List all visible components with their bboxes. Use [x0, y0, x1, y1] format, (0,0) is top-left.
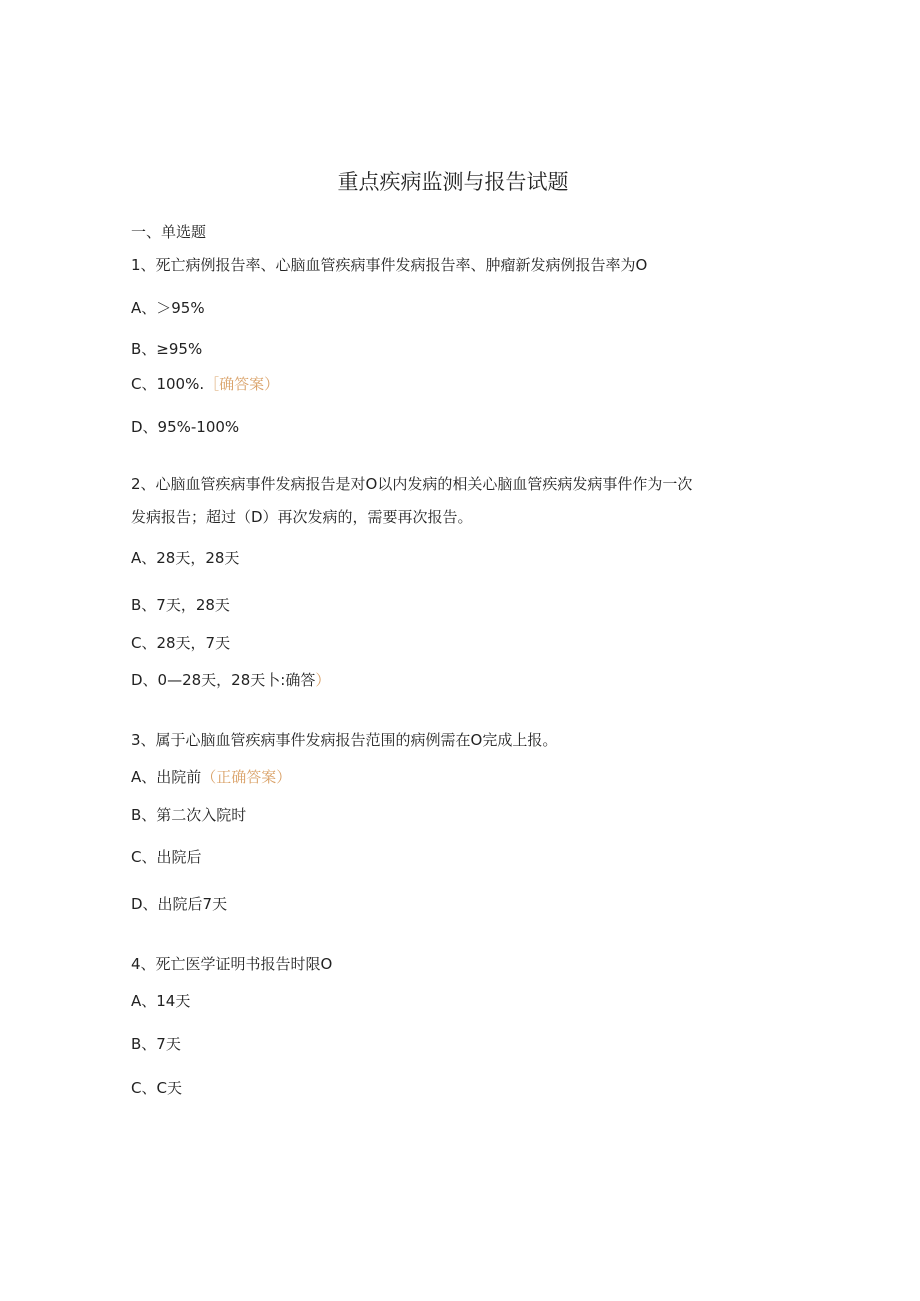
- question-4-option-c[interactable]: [131, 1078, 182, 1098]
- question-2-option-a[interactable]: [131, 548, 239, 568]
- question-3-text: 3、属于心脑血管疾病事件发病报告范围的病例需在O完成上报。: [131, 731, 558, 749]
- option-label: A、14天: [131, 992, 191, 1010]
- question-2-text-line-1: 2、心脑血管疾病事件发病报告是对O以内发病的相关心脑血管疾病发病事件作为一次: [131, 475, 693, 493]
- option-label: C、出院后: [131, 848, 202, 866]
- question-3-option-a[interactable]: [131, 767, 291, 787]
- option-label: C、C天: [131, 1079, 182, 1097]
- question-1-option-d[interactable]: [131, 417, 239, 437]
- option-label: D、95%-100%: [131, 418, 240, 436]
- question-3-option-d[interactable]: [131, 894, 227, 914]
- correct-answer-tag: ［确答案）: [204, 375, 280, 393]
- question-4-text: 4、死亡医学证明书报告时限O: [131, 955, 333, 973]
- option-label: B、7天，28天: [131, 596, 230, 614]
- page-title: 重点疾病监测与报告试题: [337, 170, 569, 194]
- option-label: A、28天，28天: [131, 549, 240, 567]
- option-label: A、出院前: [131, 768, 202, 786]
- option-label: C、28天，7天: [131, 634, 231, 652]
- question-2-option-d[interactable]: [131, 670, 330, 690]
- correct-answer-tag: ）: [315, 671, 331, 689]
- question-2-text-line-2: 发病报告；超过（D）再次发病的，需要再次报告。: [131, 508, 473, 526]
- question-1-option-b[interactable]: [131, 339, 202, 359]
- section-heading: 一、单选题: [131, 223, 207, 241]
- question-2-option-c[interactable]: [131, 633, 230, 653]
- question-4-option-b[interactable]: [131, 1034, 181, 1054]
- option-label: A、＞95%: [131, 299, 205, 317]
- question-3-option-c[interactable]: [131, 847, 201, 867]
- question-1-option-a[interactable]: [131, 298, 205, 318]
- question-3-option-b[interactable]: [131, 805, 246, 825]
- question-4-option-a[interactable]: [131, 991, 190, 1011]
- question-1-text: 1、死亡病例报告率、心脑血管疾病事件发病报告率、肿瘤新发病例报告率为O: [131, 256, 648, 274]
- option-label: D、出院后7天: [131, 895, 228, 913]
- question-1-option-c[interactable]: [131, 374, 279, 394]
- correct-answer-tag: （正确答案）: [201, 768, 292, 786]
- option-label: B、7天: [131, 1035, 181, 1053]
- option-label: D、0—28天，28天卜:确答: [131, 671, 316, 689]
- option-label: B、≥95%: [131, 340, 203, 358]
- question-2-option-b[interactable]: [131, 595, 230, 615]
- option-label: B、第二次入院时: [131, 806, 247, 824]
- option-label: C、100%.: [131, 375, 205, 393]
